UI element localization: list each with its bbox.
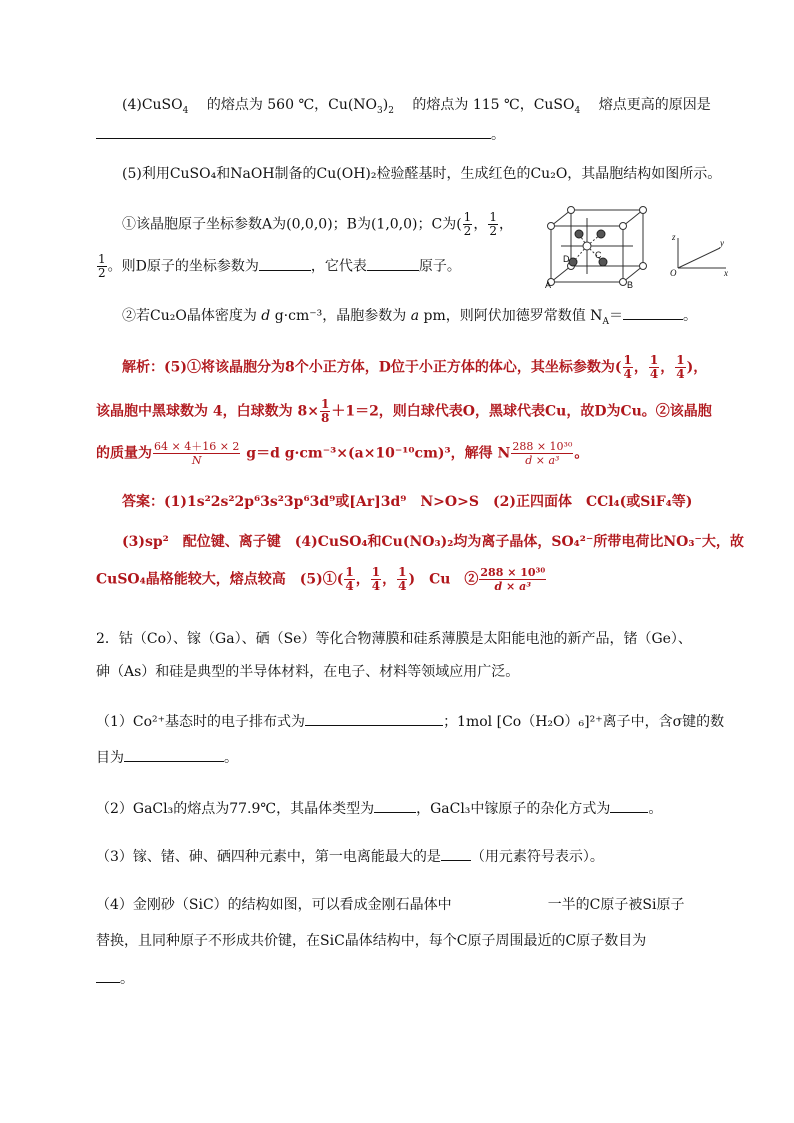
answer-line2: (3)sp² 配位键、离子键 (4)CuSO₄和Cu(NO₃)₂均为离子晶体，SO₄²⁻所带电荷比NO₃⁻大，故 <box>122 534 744 550</box>
q2-sub4-cont: 替换，且同种原子不形成共价键，在SiC晶体结构中，每个C原子周围最近的C原子数目为 <box>96 933 647 949</box>
electron-config-blank[interactable] <box>305 711 443 726</box>
q2-intro-line1: 2．钴（Co）、镓（Ga）、硒（Se）等化合物薄膜和硅系薄膜是太阳能电池的新产品，锗（Ge）、 <box>96 631 692 647</box>
svg-text:z: z <box>672 232 676 242</box>
q5-sub1-line: ①该晶胞原子坐标参数A为(0,0,0)；B为(1,0,0)；C为( $\frac{1}{2}$ ， $\frac{1}{2}$ ， <box>122 210 513 238</box>
fraction-half: $\frac{1}{2}$ <box>463 210 472 238</box>
nearest-c-count-blank[interactable] <box>96 968 120 983</box>
label-d: D <box>563 254 570 264</box>
q2-sub3-line: （3）镓、锗、砷、硒四种元素中，第一电离能最大的是 （用元素符号表示）。 <box>96 846 604 867</box>
label-b: B <box>627 280 634 290</box>
q5-line: (5)利用CuSO₄和NaOH制备的Cu(OH)₂检验醛基时，生成红色的Cu₂O，其晶胞结构如图所示。 <box>122 166 722 182</box>
svg-text:y: y <box>720 238 724 248</box>
d-atom-blank[interactable] <box>367 256 419 271</box>
avogadro-blank[interactable] <box>623 305 683 320</box>
analysis-line3: 的质量为 $\frac{64 \times 4+16 \times 2}{N}$ g＝d g·cm⁻³×(a×10⁻¹⁰cm)³，解得 N $\frac{\text{288 × 10³⁰}}{\text{d × a³}}$ 。 <box>96 440 589 467</box>
axes-figure <box>670 232 730 276</box>
q2-intro-line2: 砷（As）和硅是典型的半导体材料，在电子、材料等领域应用广泛。 <box>96 664 520 680</box>
q5-sub1-cont: $\frac{1}{2}$ 。则D原子的坐标参数为 ，它代表 原子。 <box>98 252 461 280</box>
q2-sub4-line: （4）金刚砂（SiC）的结构如图，可以看成金刚石晶体中 一半的C原子被Si原子 <box>96 897 685 913</box>
crystal-type-blank[interactable] <box>374 798 416 813</box>
label-c: C <box>595 250 602 260</box>
answer-line1: 答案：(1)1s²2s²2p⁶3s²3p⁶3d⁹或[Ar]3d⁹ N>O>S (2)正四面体 CCl₄(或SiF₄等) <box>122 494 693 510</box>
label-a: A <box>545 280 552 290</box>
analysis-line2: 该晶胞中黑球数为 4，白球数为 8× $\frac{1}{8}$ ＋1＝2，则白球代表O，黑球代表Cu，故D为Cu。②该晶胞 <box>96 397 712 425</box>
answer-line3: CuSO₄晶格能较大，熔点较高 (5)①( $\frac{1}{4}$ ， $\frac{1}{4}$ ， $\frac{1}{4}$ ) Cu ② $\frac{\text{288 × 10³⁰}}{\text{d × a³}}$ <box>96 565 546 593</box>
q2-sub4-end: 。 <box>96 968 134 989</box>
cu2o-unit-cell-figure <box>545 204 655 290</box>
fraction-half: $\frac{1}{2}$ <box>98 252 106 280</box>
d-coordinate-blank[interactable] <box>259 256 311 271</box>
q4-blank-line: 。 <box>96 124 505 145</box>
analysis-line1: 解析：(5)①将该晶胞分为8个小正方体，D位于小正方体的体心，其坐标参数为( $\frac{1}{4}$ ， $\frac{1}{4}$ ， $\frac{1}{4}$ )， <box>122 353 708 381</box>
q2-sub1-line: （1）Co²⁺基态时的电子排布式为 ；1mol [Co（H₂O）₆]²⁺离子中，含σ键的数 <box>96 711 724 732</box>
sigma-bond-count-blank[interactable] <box>124 747 224 762</box>
ionization-energy-blank[interactable] <box>441 846 471 861</box>
q5-sub2-line: ②若Cu₂O晶体密度为 d g·cm⁻³，晶胞参数为 a pm，则阿伏加德罗常数值 $N_A=$ 。 <box>122 305 697 326</box>
svg-text:O: O <box>670 268 677 276</box>
q4-line: (4)CuSO$_4$ 的熔点为 560 ℃，$Cu(NO_3)_2$ 的熔点为 115 ℃，CuSO$_4$ 熔点更高的原因是 <box>122 97 711 116</box>
svg-text:x: x <box>724 268 728 276</box>
hybridization-blank[interactable] <box>610 798 648 813</box>
q4-answer-blank[interactable] <box>96 124 491 139</box>
q2-sub2-line: （2）GaCl₃的熔点为77.9℃，其晶体类型为 ，GaCl₃中镓原子的杂化方式为 。 <box>96 798 662 819</box>
fraction-half: $\frac{1}{2}$ <box>489 210 497 238</box>
q2-sub1-cont: 目为 。 <box>96 747 238 768</box>
